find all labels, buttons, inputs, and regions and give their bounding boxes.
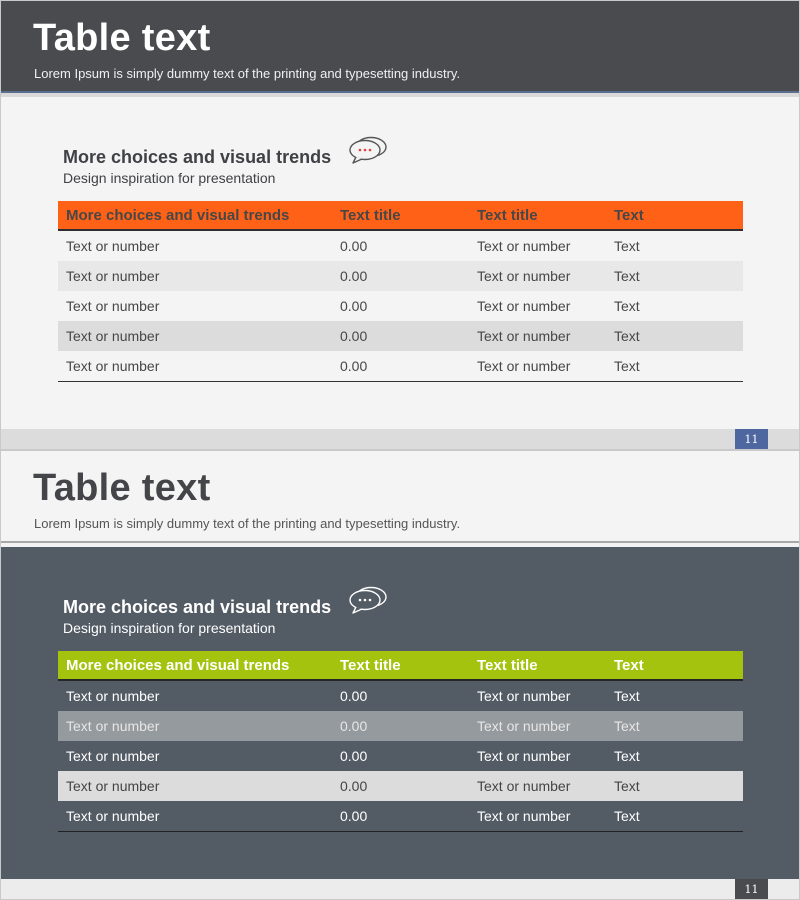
table-row (58, 261, 743, 291)
section-subtitle: Design inspiration for presentation (63, 620, 276, 636)
table-cell: 0.00 (340, 718, 368, 734)
table-row (58, 711, 743, 741)
table-cell: Text (614, 748, 640, 764)
table-row (58, 321, 743, 351)
table-cell: 0.00 (340, 328, 368, 344)
table-cell: Text or number (66, 688, 160, 704)
table-header-cell: More choices and visual trends (66, 207, 290, 224)
table-cell: Text or number (66, 268, 160, 284)
slide-footer (1, 429, 799, 450)
table-cell: 0.00 (340, 778, 368, 794)
table-cell: Text or number (66, 298, 160, 314)
slide-subtitle: Lorem Ipsum is simply dummy text of the printing and typesetting industry. (34, 66, 461, 81)
section-subtitle: Design inspiration for presentation (63, 170, 276, 186)
slide-header (1, 1, 799, 91)
table-cell: Text or number (66, 808, 160, 824)
table-cell: Text (614, 298, 640, 314)
table-cell: Text or number (477, 718, 571, 734)
table-header-cell: Text (614, 657, 644, 674)
table-cell: Text or number (477, 808, 571, 824)
table-header-row (58, 201, 743, 231)
table-header-cell: More choices and visual trends (66, 657, 290, 674)
table-cell: Text or number (66, 238, 160, 254)
table-cell: Text or number (66, 748, 160, 764)
table-cell: 0.00 (340, 748, 368, 764)
table-row (58, 291, 743, 321)
table-header-cell: Text title (340, 207, 401, 224)
chat-bubbles-icon (347, 135, 389, 165)
slide-footer (1, 879, 799, 900)
table-cell: 0.00 (340, 298, 368, 314)
table-row (58, 681, 743, 711)
page-number: 11 (735, 429, 768, 450)
table-cell: Text or number (66, 778, 160, 794)
table-header-cell: Text title (477, 657, 538, 674)
table-cell: Text or number (477, 358, 571, 374)
table-row (58, 351, 743, 381)
table-cell: 0.00 (340, 808, 368, 824)
table-header-row (58, 651, 743, 681)
table-cell: Text or number (477, 688, 571, 704)
table-cell: Text (614, 688, 640, 704)
slide-header (1, 451, 799, 544)
table-row (58, 741, 743, 771)
data-table (58, 201, 743, 382)
table-cell: Text or number (477, 748, 571, 764)
table-header-cell: Text (614, 207, 644, 224)
slide-2 (0, 450, 800, 900)
table-cell: Text (614, 778, 640, 794)
table-header-cell: Text title (477, 207, 538, 224)
slide-title: Table text (33, 17, 211, 59)
slide-subtitle: Lorem Ipsum is simply dummy text of the printing and typesetting industry. (34, 516, 461, 531)
table-cell: Text or number (477, 298, 571, 314)
data-table (58, 651, 743, 832)
table-cell: Text or number (477, 778, 571, 794)
table-cell: Text or number (477, 268, 571, 284)
section-title: More choices and visual trends (63, 147, 332, 167)
table-header-cell: Text title (340, 657, 401, 674)
chat-bubbles-icon (347, 585, 389, 615)
table-cell: Text (614, 238, 640, 254)
table-row (58, 231, 743, 261)
table-cell: Text (614, 358, 640, 374)
table-cell: Text or number (66, 358, 160, 374)
table-cell: Text or number (477, 238, 571, 254)
section-title: More choices and visual trends (63, 597, 332, 617)
table-cell: 0.00 (340, 688, 368, 704)
header-divider (1, 541, 799, 543)
table-cell: Text or number (477, 328, 571, 344)
table-cell: 0.00 (340, 238, 368, 254)
slide-title: Table text (33, 467, 211, 509)
table-cell: Text (614, 718, 640, 734)
table-cell: Text (614, 328, 640, 344)
table-cell: 0.00 (340, 268, 368, 284)
table-row (58, 801, 743, 831)
table-cell: Text or number (66, 718, 160, 734)
table-cell: Text or number (66, 328, 160, 344)
table-cell: 0.00 (340, 358, 368, 374)
page-number: 11 (735, 879, 768, 900)
table-cell: Text (614, 268, 640, 284)
table-row (58, 771, 743, 801)
header-shadow (1, 93, 799, 97)
table-bottom-rule (58, 381, 743, 382)
table-bottom-rule (58, 831, 743, 832)
table-cell: Text (614, 808, 640, 824)
